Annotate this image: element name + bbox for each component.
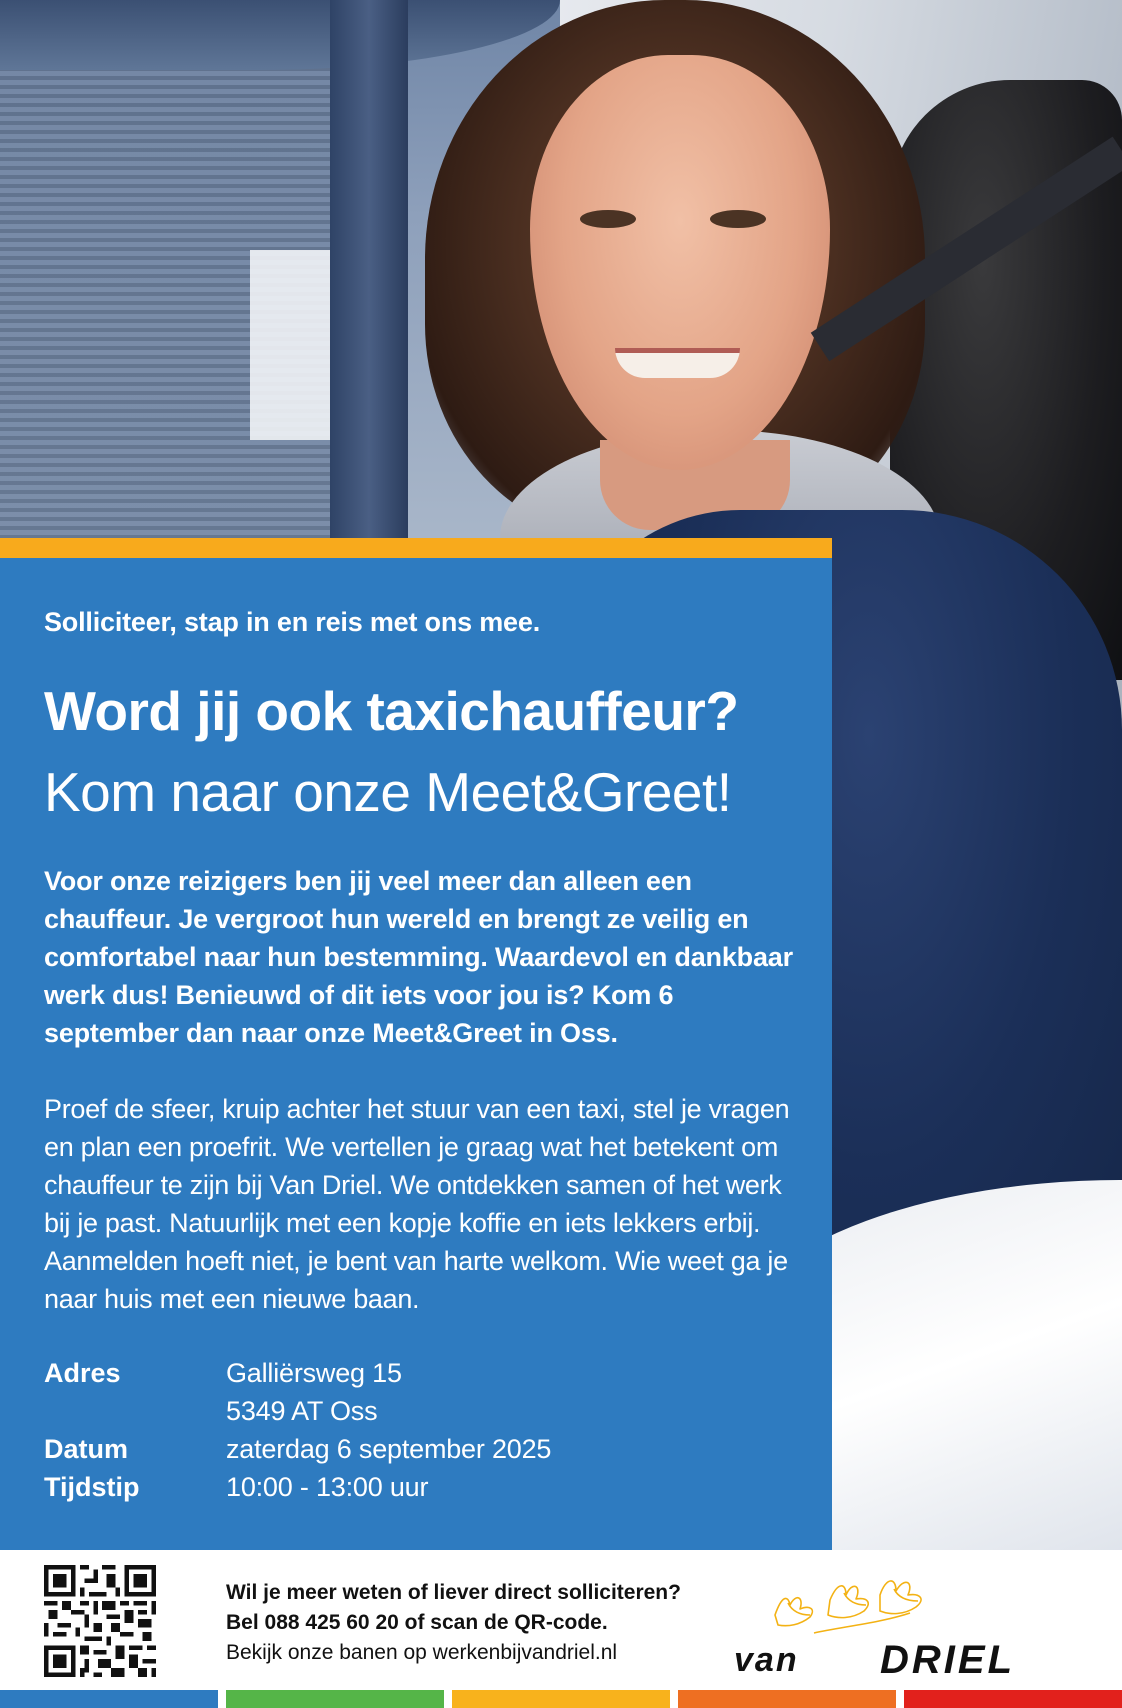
address-line2: 5349 AT Oss bbox=[226, 1396, 378, 1426]
driver-smile bbox=[615, 348, 740, 378]
driver-eye-right bbox=[710, 210, 766, 228]
car-pillar bbox=[330, 0, 408, 540]
address-label: Adres bbox=[44, 1358, 121, 1388]
color-stripes bbox=[0, 1690, 1122, 1708]
qr-code-icon[interactable] bbox=[44, 1565, 156, 1677]
address-row-2 bbox=[44, 1392, 551, 1430]
logo-van: van bbox=[734, 1641, 799, 1679]
driver-eye-left bbox=[580, 210, 636, 228]
stripe-green bbox=[226, 1690, 444, 1708]
body-paragraph: Proef de sfeer, kruip achter het stuur van een taxi, stel je vragen en plan een proefrit. We vertellen je graag wat het betekent om chauffeur te zijn bij Van Driel. We ontdekken samen of het werk bij je past. Natuurlijk met een kopje koffie en iets lekkers erbij. Aanmelden hoeft niet, je bent van harte welkom. Wie weet ga je naar huis met een nieuwe baan. bbox=[44, 1094, 790, 1314]
background-light bbox=[250, 250, 330, 440]
time-label: Tijdstip bbox=[44, 1472, 140, 1502]
cta-phone[interactable]: Bel 088 425 60 20 of scan de QR-code. bbox=[226, 1611, 608, 1634]
stripe-orange bbox=[678, 1690, 896, 1708]
stripe-blue bbox=[0, 1690, 218, 1708]
cta-website[interactable]: Bekijk onze banen op werkenbijvandriel.nl bbox=[226, 1641, 618, 1664]
cta-question: Wil je meer weten of liever direct solliciteren? bbox=[226, 1581, 681, 1604]
date-row bbox=[44, 1430, 551, 1468]
date-value: zaterdag 6 september 2025 bbox=[226, 1434, 552, 1464]
time-value: 10:00 - 13:00 uur bbox=[226, 1472, 429, 1502]
time-row bbox=[44, 1468, 551, 1506]
panel-accent-bar bbox=[0, 538, 832, 558]
contact-info bbox=[226, 1578, 681, 1668]
address-row bbox=[44, 1354, 551, 1392]
logo-driel: DRIEL bbox=[880, 1638, 1015, 1682]
tagline: Solliciteer, stap in en reis met ons mee. bbox=[44, 607, 540, 637]
stripe-red bbox=[904, 1690, 1122, 1708]
van-driel-birds-logo-icon bbox=[775, 1581, 921, 1633]
van-driel-logo bbox=[730, 1575, 1080, 1685]
headline: Word jij ook taxichauffeur? bbox=[44, 680, 739, 742]
intro-paragraph: Voor onze reizigers ben jij veel meer dan alleen een chauffeur. Je vergroot hun wereld en brengt ze veilig en comfortabel naar hun bestemming. Waardevol en dankbaar werk dus! Benieuwd of dit iets voor jou is? Kom 6 september dan naar onze Meet&Greet in Oss. bbox=[44, 866, 793, 1048]
address-line1: Galliërsweg 15 bbox=[226, 1358, 402, 1388]
subheadline: Kom naar onze Meet&Greet! bbox=[44, 761, 732, 823]
stripe-yellow bbox=[452, 1690, 670, 1708]
date-label: Datum bbox=[44, 1434, 129, 1464]
spacer bbox=[44, 1392, 226, 1430]
event-details bbox=[44, 1354, 551, 1506]
